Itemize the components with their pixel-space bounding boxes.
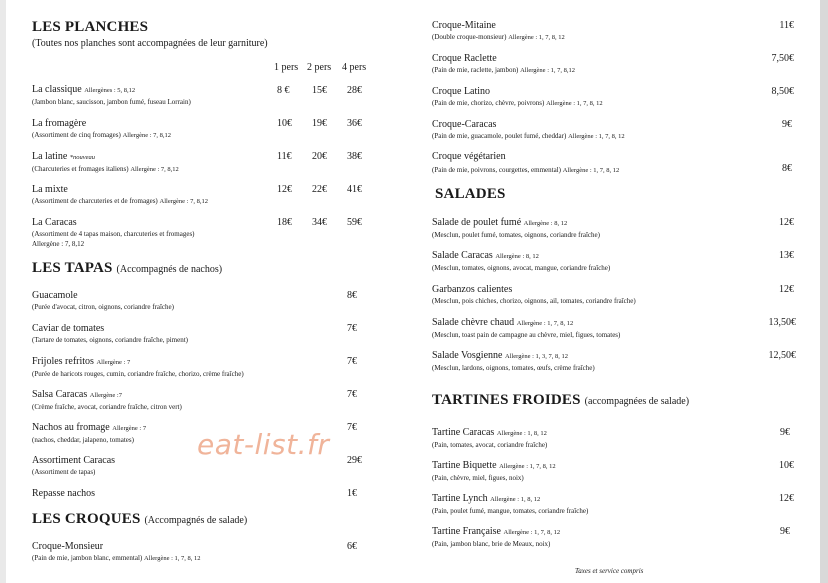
item-allergen: Allergène : 7 <box>112 425 147 432</box>
item-price: 19€ <box>312 118 327 129</box>
item-name: Salsa Caracas <box>32 389 88 400</box>
item-description: (Pain de mie, poivrons, courgettes, emmental) <box>432 166 561 174</box>
item-allergen: Allergène : 8, 12 <box>495 253 539 260</box>
menu-item <box>432 460 556 483</box>
menu-item <box>32 118 171 141</box>
item-allergen: Allergène : 1, 8, 12 <box>496 430 547 437</box>
menu-item <box>432 284 636 306</box>
menu-item <box>32 389 182 412</box>
item-description: (Double croque-monsieur) <box>432 33 507 41</box>
item-name: Salade de poulet fumé <box>432 217 522 228</box>
menu-item <box>32 84 191 107</box>
section-title-text: TARTINES FROIDES <box>432 392 581 408</box>
item-price: 10€ <box>277 118 292 129</box>
menu-item <box>432 119 625 142</box>
item-name: Garbanzos calientes <box>432 284 513 295</box>
item-price: 12€ <box>277 184 292 195</box>
menu-page <box>6 0 820 583</box>
section-title-text: LES TAPAS <box>32 260 113 276</box>
item-description: (Mesclun, pois chiches, chorizo, oignons, ail, tomates, coriandre fraîche) <box>432 297 636 305</box>
item-price: 9€ <box>782 119 792 130</box>
menu-item <box>432 250 610 273</box>
section-subtitle-tartines: (accompagnées de salade) <box>584 396 690 407</box>
item-allergen: Allergène : 7, 8,12 <box>159 198 208 205</box>
item-price: 22€ <box>312 184 327 195</box>
item-price: 6€ <box>347 541 357 552</box>
nouveau-tag: *nouveau <box>69 154 96 161</box>
item-name: Frijoles refritos <box>32 356 94 367</box>
footer-note: Taxes et service compris <box>575 567 644 575</box>
section-title-text: LES CROQUES <box>32 511 141 527</box>
item-name: Croque-Mitaine <box>432 20 496 31</box>
item-price: 15€ <box>312 85 327 96</box>
menu-item <box>432 350 595 373</box>
item-name: Croque Raclette <box>432 53 497 64</box>
item-price: 10€ <box>779 460 794 471</box>
item-price: 11€ <box>779 20 794 31</box>
item-price: 7€ <box>347 389 357 400</box>
menu-item <box>432 86 603 109</box>
item-description: (Pain, tomates, avocat, coriandre fraîche) <box>432 441 548 449</box>
item-price: 38€ <box>347 151 362 162</box>
item-description: (Pain, chèvre, miel, figues, noix) <box>432 474 524 482</box>
item-allergen: Allergène : 1, 3, 7, 8, 12 <box>504 353 569 360</box>
item-price: 9€ <box>780 427 790 438</box>
item-price: 12€ <box>779 217 794 228</box>
section-title-tapas <box>32 260 222 277</box>
item-name: Tartine Biquette <box>432 460 497 471</box>
item-description: (Jambon blanc, saucisson, jambon fumé, fuseau Lorrain) <box>32 98 191 106</box>
item-allergen: Allergène : 1, 7, 8, 12 <box>516 320 574 327</box>
item-price: 8€ <box>782 163 792 174</box>
section-title-tartines <box>432 392 689 409</box>
item-description: (Assortiment de cinq fromages) <box>32 131 121 139</box>
item-allergen: Allergène : 1, 7, 8, 12 <box>546 100 603 107</box>
item-price: 7€ <box>347 356 357 367</box>
item-name: La mixte <box>32 184 68 195</box>
section-title-salades: SALADES <box>435 186 506 202</box>
item-allergen: Allergène : 1, 7, 8, 12 <box>562 167 620 174</box>
item-price: 12,50€ <box>768 350 796 361</box>
item-name: Tartine Française <box>432 526 501 537</box>
item-description: (Mesclun, poulet fumé, tomates, oignons, coriandre fraîche) <box>432 231 600 239</box>
item-name: Croque Latino <box>432 86 491 97</box>
item-allergen: Allergènes : 5, 8,12 <box>84 87 136 94</box>
menu-item <box>432 20 565 43</box>
section-title-planches: LES PLANCHES <box>32 19 149 35</box>
item-allergen: Allergène : 1, 7, 8, 12 <box>143 555 201 562</box>
item-description: (Crème fraîche, avocat, coriandre fraîche, citron vert) <box>32 403 182 411</box>
menu-item <box>32 184 208 207</box>
item-description: (Pain de mie, raclette, jambon) <box>432 66 519 74</box>
section-subtitle-croques: (Accompagnés de salade) <box>144 515 248 526</box>
item-name: Repasse nachos <box>32 488 96 499</box>
menu-item <box>432 53 575 76</box>
item-name: La fromagère <box>32 118 87 129</box>
item-price: 9€ <box>780 526 790 537</box>
menu-item <box>32 422 146 445</box>
item-price: 7€ <box>347 323 357 334</box>
item-description: (Mesclun, lardons, oignons, tomates, œufs, crème fraîche) <box>432 364 595 372</box>
item-description: (nachos, cheddar, jalapeno, tomates) <box>32 436 134 444</box>
item-description: (Pain de mie, guacamole, poulet fumé, cheddar) <box>432 132 567 140</box>
item-allergen: Allergène :7 <box>89 392 122 399</box>
menu-item <box>32 488 95 500</box>
item-price: 20€ <box>312 151 327 162</box>
menu-item <box>432 493 588 516</box>
item-name: Tartine Caracas <box>432 427 495 438</box>
item-description: (Pain, jambon blanc, brie de Meaux, noix) <box>432 540 551 548</box>
menu-item <box>32 323 188 345</box>
menu-item <box>32 290 174 312</box>
item-name: Guacamole <box>32 290 78 301</box>
menu-item <box>32 151 179 175</box>
section-title-croques <box>32 511 247 528</box>
menu-item <box>432 151 619 176</box>
item-description: (Assortiment de 4 tapas maison, charcuteries et fromages) <box>32 230 195 238</box>
menu-item <box>32 217 195 249</box>
item-name: La latine <box>32 151 68 162</box>
item-name: Salade Vosgienne <box>432 350 503 361</box>
item-price: 12€ <box>779 284 794 295</box>
item-price: 29€ <box>347 455 362 466</box>
menu-item <box>432 427 547 450</box>
item-price: 7,50€ <box>771 53 794 64</box>
section-subtitle-planches: (Toutes nos planches sont accompagnées de leur garniture) <box>32 38 268 49</box>
item-price: 36€ <box>347 118 362 129</box>
item-description: (Purée de haricots rouges, cumin, coriandre fraîche, chorizo, crème fraîche) <box>32 370 244 378</box>
item-price: 8,50€ <box>771 86 794 97</box>
item-description: (Pain, poulet fumé, mangue, tomates, coriandre fraîche) <box>432 507 589 515</box>
item-allergen: Allergène : 1, 8, 12 <box>490 496 541 503</box>
item-price: 1€ <box>347 488 357 499</box>
item-description: (Assortiment de tapas) <box>32 468 96 476</box>
item-price: 8€ <box>347 290 357 301</box>
col-header-1-pers: 1 pers <box>274 62 299 73</box>
item-allergen: Allergène : 8, 12 <box>523 220 568 227</box>
item-price: 11€ <box>277 151 292 162</box>
item-description: (Assortiment de charcuteries et de fromages) <box>32 197 158 205</box>
item-name: Nachos au fromage <box>32 422 110 433</box>
item-price: 18€ <box>277 217 292 228</box>
item-price: 13€ <box>779 250 794 261</box>
item-allergen: Allergène : 1, 7, 8,12 <box>520 67 576 74</box>
page-edge <box>820 0 828 583</box>
item-allergen: Allergène : 1, 7, 8, 12 <box>568 133 625 140</box>
item-description: (Pain de mie, chorizo, chèvre, poivrons) <box>432 99 545 107</box>
item-allergen: Allergène : 7, 8,12 <box>32 240 85 248</box>
item-name: Salade Caracas <box>432 250 493 261</box>
menu-item <box>432 217 600 240</box>
col-header-4-pers: 4 pers <box>342 62 367 73</box>
item-allergen: Allergène : 1, 7, 8, 12 <box>499 463 556 470</box>
item-description: (Tartare de tomates, oignons, coriandre fraîche, piment) <box>32 336 188 344</box>
item-allergen: Allergène : 1, 7, 8, 12 <box>503 529 561 536</box>
item-name: La classique <box>32 84 82 95</box>
item-description: (Mesclun, toast pain de campagne au chèvre, miel, figues, tomates) <box>432 331 621 339</box>
menu-item <box>32 455 115 477</box>
item-description: (Pain de mie, jambon blanc, emmental) <box>32 554 143 562</box>
item-description: (Purée d'avocat, citron, oignons, coriandre fraîche) <box>32 303 174 311</box>
item-price: 13,50€ <box>768 317 796 328</box>
item-name: Caviar de tomates <box>32 323 105 334</box>
item-allergen: Allergène : 7 <box>96 359 131 366</box>
watermark: eat-list.fr <box>197 428 330 461</box>
item-price: 59€ <box>347 217 362 228</box>
item-price: 8 € <box>277 85 290 96</box>
item-price: 12€ <box>779 493 794 504</box>
section-subtitle-tapas: (Accompagnés de nachos) <box>116 264 223 275</box>
menu-item <box>32 356 244 379</box>
item-price: 41€ <box>347 184 362 195</box>
item-description: (Mesclun, tomates, oignons, avocat, mangue, coriandre fraîche) <box>432 264 611 272</box>
item-name: Tartine Lynch <box>432 493 488 504</box>
item-description: (Charcuteries et fromages italiens) <box>32 165 129 173</box>
item-name: Croque végétarien <box>432 151 506 162</box>
col-header-2-pers: 2 pers <box>307 62 332 73</box>
item-name: La Caracas <box>32 217 77 228</box>
item-price: 28€ <box>347 85 362 96</box>
item-price: 34€ <box>312 217 327 228</box>
menu-item <box>32 541 201 564</box>
item-price: 7€ <box>347 422 357 433</box>
menu-item <box>432 317 620 340</box>
item-allergen: Allergène : 1, 7, 8, 12 <box>508 34 565 41</box>
item-name: Croque-Monsieur <box>32 541 104 552</box>
item-allergen: Allergène : 7, 8,12 <box>122 132 172 139</box>
item-name: Salade chèvre chaud <box>432 317 515 328</box>
item-name: Assortiment Caracas <box>32 455 116 466</box>
item-allergen: Allergène : 7, 8,12 <box>130 166 179 173</box>
menu-item <box>432 526 560 549</box>
item-name: Croque-Caracas <box>432 119 497 130</box>
